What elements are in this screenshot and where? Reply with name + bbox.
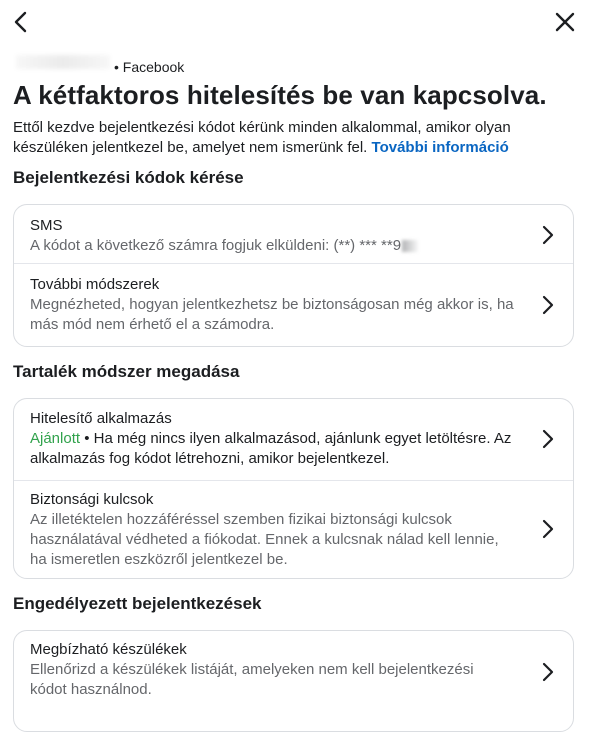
list-item-security-keys[interactable] (14, 481, 573, 578)
breadcrumb-label: • Facebook (114, 59, 185, 75)
more-methods-title: További módszerek (30, 276, 160, 293)
list-item-sms[interactable] (14, 205, 573, 264)
list-item-authenticator-app[interactable] (14, 399, 573, 481)
breadcrumb (114, 59, 184, 75)
security-keys-description: Az illetéktelen hozzáféréssel szemben fizikai biztonsági kulcsok használatával védheted a fiókodat. Ennek a kulcsnak nálad kell lennie, ha ismeretlen eszközről jelentkezel be. (30, 511, 499, 568)
intro-text (13, 118, 588, 158)
chevron-right-icon (541, 429, 555, 449)
authenticator-description: Ajánlott • Ha még nincs ilyen alkalmazásod, ajánlunk egyet letöltésre. Az alkalmazás fog kódot létrehozni, amikor bejelentkezel. (30, 430, 512, 467)
intro-body: Ettől kezdve bejelentkezési kódot kérünk minden alkalommal, amikor olyan készüléken jelentkezel be, amelyet nem ismerünk fel. (13, 119, 511, 156)
chevron-right-icon (541, 519, 555, 539)
list-item-more-methods[interactable] (14, 264, 573, 346)
trusted-devices-description: Ellenőrizd a készülékek listáját, amelyeken nem kell bejelentkezési kódot használnod. (30, 661, 474, 698)
back-button[interactable] (6, 6, 38, 38)
chevron-left-icon (6, 6, 38, 38)
close-icon (549, 6, 581, 38)
login-codes-card (13, 204, 574, 347)
recommended-badge: Ajánlott (30, 430, 81, 447)
section-title-backup: Tartalék módszer megadása (13, 362, 240, 381)
list-item-trusted-devices[interactable] (14, 631, 573, 731)
security-keys-title: Biztonsági kulcsok (30, 491, 154, 508)
blurred-account-name (16, 55, 110, 69)
more-methods-description: Megnézheted, hogyan jelentkezhetsz be biztonságosan még akkor is, ha más mód nem érhető el a számodra. (30, 296, 514, 333)
approved-logins-card (13, 630, 574, 732)
chevron-right-icon (541, 225, 555, 245)
close-button[interactable] (549, 6, 581, 38)
chevron-right-icon (541, 662, 555, 682)
section-title-approved-logins: Engedélyezett bejelentkezések (13, 594, 262, 613)
chevron-right-icon (541, 295, 555, 315)
sms-title: SMS (30, 217, 63, 234)
page-title: A kétfaktoros hitelesítés be van kapcsolva. (13, 80, 547, 110)
top-bar (0, 0, 597, 44)
backup-card (13, 398, 574, 579)
authenticator-title: Hitelesítő alkalmazás (30, 410, 172, 427)
trusted-devices-title: Megbízható készülékek (30, 641, 187, 658)
more-info-link[interactable]: További információ (371, 139, 509, 156)
section-title-login-codes: Bejelentkezési kódok kérése (13, 168, 244, 187)
sms-description: A kódot a következő számra fogjuk elküldeni: (**) *** **9 (30, 236, 525, 256)
